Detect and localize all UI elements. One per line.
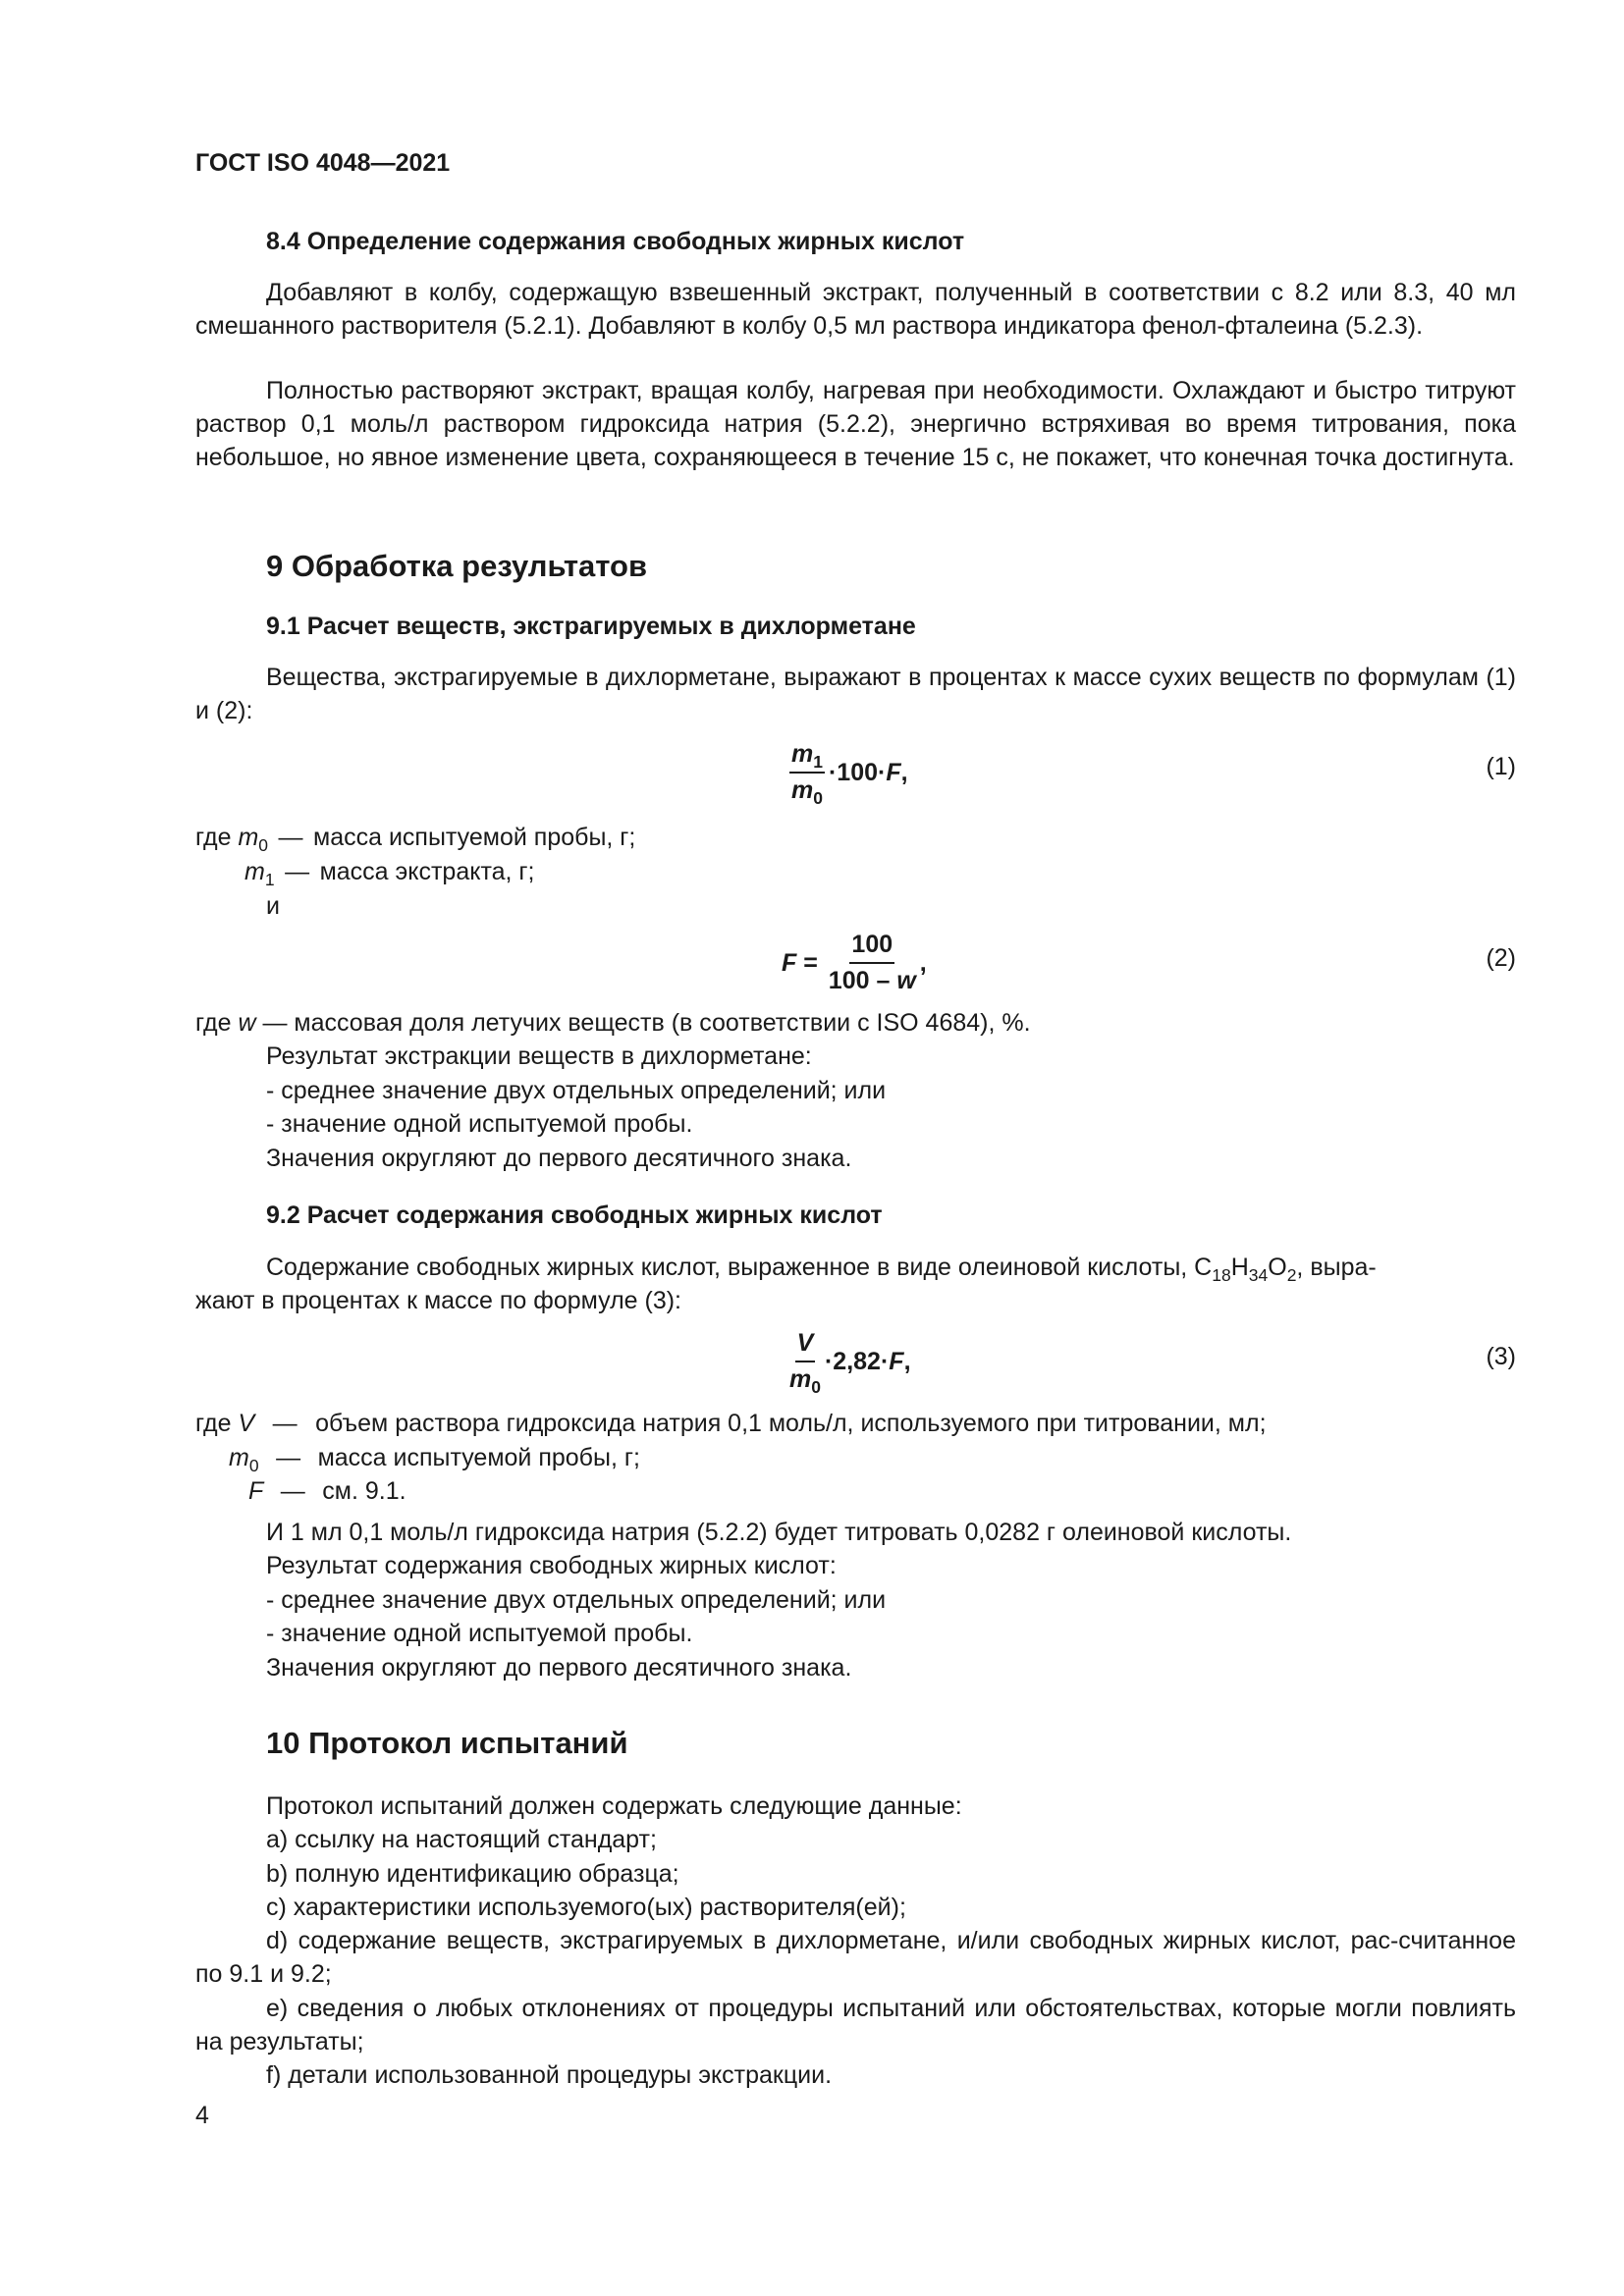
result-9-2-item-2: - значение одной испытуемой пробы. bbox=[266, 1620, 693, 1647]
section-8-4-paragraph-2: Полностью растворяют экстракт, вращая колбу, нагревая при необходимости. Охлаждают и быстро титруют раствор 0,1 моль/л раствором гидроксида натрия (5.2.2), энергично встряхивая во время титрования, пока небольшое, но явное изменение цвета, сохраняющееся в течение 15 с, не покажет, что конечная точка достигнута. bbox=[195, 377, 1516, 471]
protocol-item-e: e) сведения о любых отклонениях от процедуры испытаний или обстоятельствах, которые могли повлиять на результаты; bbox=[195, 1995, 1516, 2056]
where-m1-line: $m_1$ — масса экстракта, г; bbox=[244, 858, 535, 890]
equation-3: $\frac{V}{m_0}$ ·2,82· F , bbox=[789, 1329, 911, 1398]
rounding-9-1: Значения округляют до первого десятичного знака. bbox=[266, 1145, 852, 1172]
result-9-1-item-1: - среднее значение двух отдельных определений; или bbox=[266, 1077, 887, 1104]
protocol-item-b: b) полную идентификацию образца; bbox=[266, 1860, 679, 1888]
section-9-1-title: 9.1 Расчет веществ, экстрагируемых в дихлорметане bbox=[266, 613, 916, 640]
document-code-header: ГОСТ ISO 4048—2021 bbox=[195, 149, 451, 177]
result-9-2-item-1: - среднее значение двух отдельных определений; или bbox=[266, 1586, 887, 1614]
result-9-1: Результат экстракции веществ в дихлорметане: bbox=[266, 1042, 812, 1070]
protocol-item-c: c) характеристики используемого(ых) растворителя(ей); bbox=[266, 1894, 906, 1921]
protocol-item-a: a) ссылку на настоящий стандарт; bbox=[266, 1826, 657, 1853]
equation-2: F = $\frac{100}{100 - w}$ , bbox=[782, 931, 927, 994]
where-m0-line-2: $m_0$ — масса испытуемой пробы, г; bbox=[229, 1444, 640, 1476]
section-8-4-paragraph-1: Добавляют в колбу, содержащую взвешенный экстракт, полученный в соответствии с 8.2 или 8.3, 40 мл смешанного растворителя (5.2.1). Добавляют в колбу 0,5 мл раствора индикатора фенол-фталеина (5.2.3). bbox=[195, 279, 1516, 340]
section-9-1-intro: Вещества, экстрагируемые в дихлорметане, выражают в процентах к массе сухих веществ по формулам (1) и (2): bbox=[195, 664, 1516, 724]
equation-1: $\frac{m_1}{m_0}$ ·100· F , bbox=[791, 740, 908, 809]
equation-1-fraction: $\frac{m_1}{m_0}$ bbox=[791, 740, 823, 809]
where-f-line: F — см. 9.1. bbox=[248, 1477, 406, 1505]
equation-2-fraction: $\frac{100}{100 - w}$ bbox=[828, 931, 916, 994]
rounding-9-2: Значения округляют до первого десятичного знака. bbox=[266, 1654, 852, 1682]
section-9-2-intro-line-1: Содержание свободных жирных кислот, выраженное в виде олеиновой кислоты, $C_{18}H_{34}O_2$, выра- bbox=[266, 1254, 1377, 1286]
equation-3-number: (3) bbox=[1486, 1343, 1516, 1370]
section-9-2-intro-line-2: жают в процентах к массе по формуле (3): bbox=[195, 1287, 682, 1314]
section-8-4-title: 8.4 Определение содержания свободных жирных кислот bbox=[266, 228, 965, 255]
equation-3-fraction: $\frac{V}{m_0}$ bbox=[789, 1329, 821, 1398]
page-number: 4 bbox=[195, 2102, 209, 2129]
where-w-line: где w — массовая доля летучих веществ (в соответствии с ISO 4684), %. bbox=[195, 1009, 1031, 1037]
section-9-title: 9 Обработка результатов bbox=[266, 549, 648, 583]
section-10-title: 10 Протокол испытаний bbox=[266, 1726, 628, 1760]
where-m0-line: где $m_0$ — масса испытуемой пробы, г; bbox=[195, 824, 636, 856]
section-9-2-title: 9.2 Расчет содержания свободных жирных кислот bbox=[266, 1201, 883, 1229]
equation-1-number: (1) bbox=[1486, 753, 1516, 780]
titration-note: И 1 мл 0,1 моль/л гидроксида натрия (5.2.2) будет титровать 0,0282 г олеиновой кислоты. bbox=[266, 1519, 1292, 1546]
and-word: и bbox=[266, 892, 280, 920]
protocol-item-f: f) детали использованной процедуры экстракции. bbox=[266, 2061, 833, 2089]
where-v-line: где V — объем раствора гидроксида натрия 0,1 моль/л, используемого при титровании, мл; bbox=[195, 1410, 1267, 1437]
equation-2-number: (2) bbox=[1486, 944, 1516, 972]
result-9-1-item-2: - значение одной испытуемой пробы. bbox=[266, 1110, 693, 1138]
result-9-2: Результат содержания свободных жирных кислот: bbox=[266, 1552, 837, 1579]
protocol-intro: Протокол испытаний должен содержать следующие данные: bbox=[266, 1792, 962, 1820]
protocol-item-d: d) содержание веществ, экстрагируемых в дихлорметане, и/или свободных жирных кислот, рас-считанное по 9.1 и 9.2; bbox=[195, 1927, 1516, 1988]
